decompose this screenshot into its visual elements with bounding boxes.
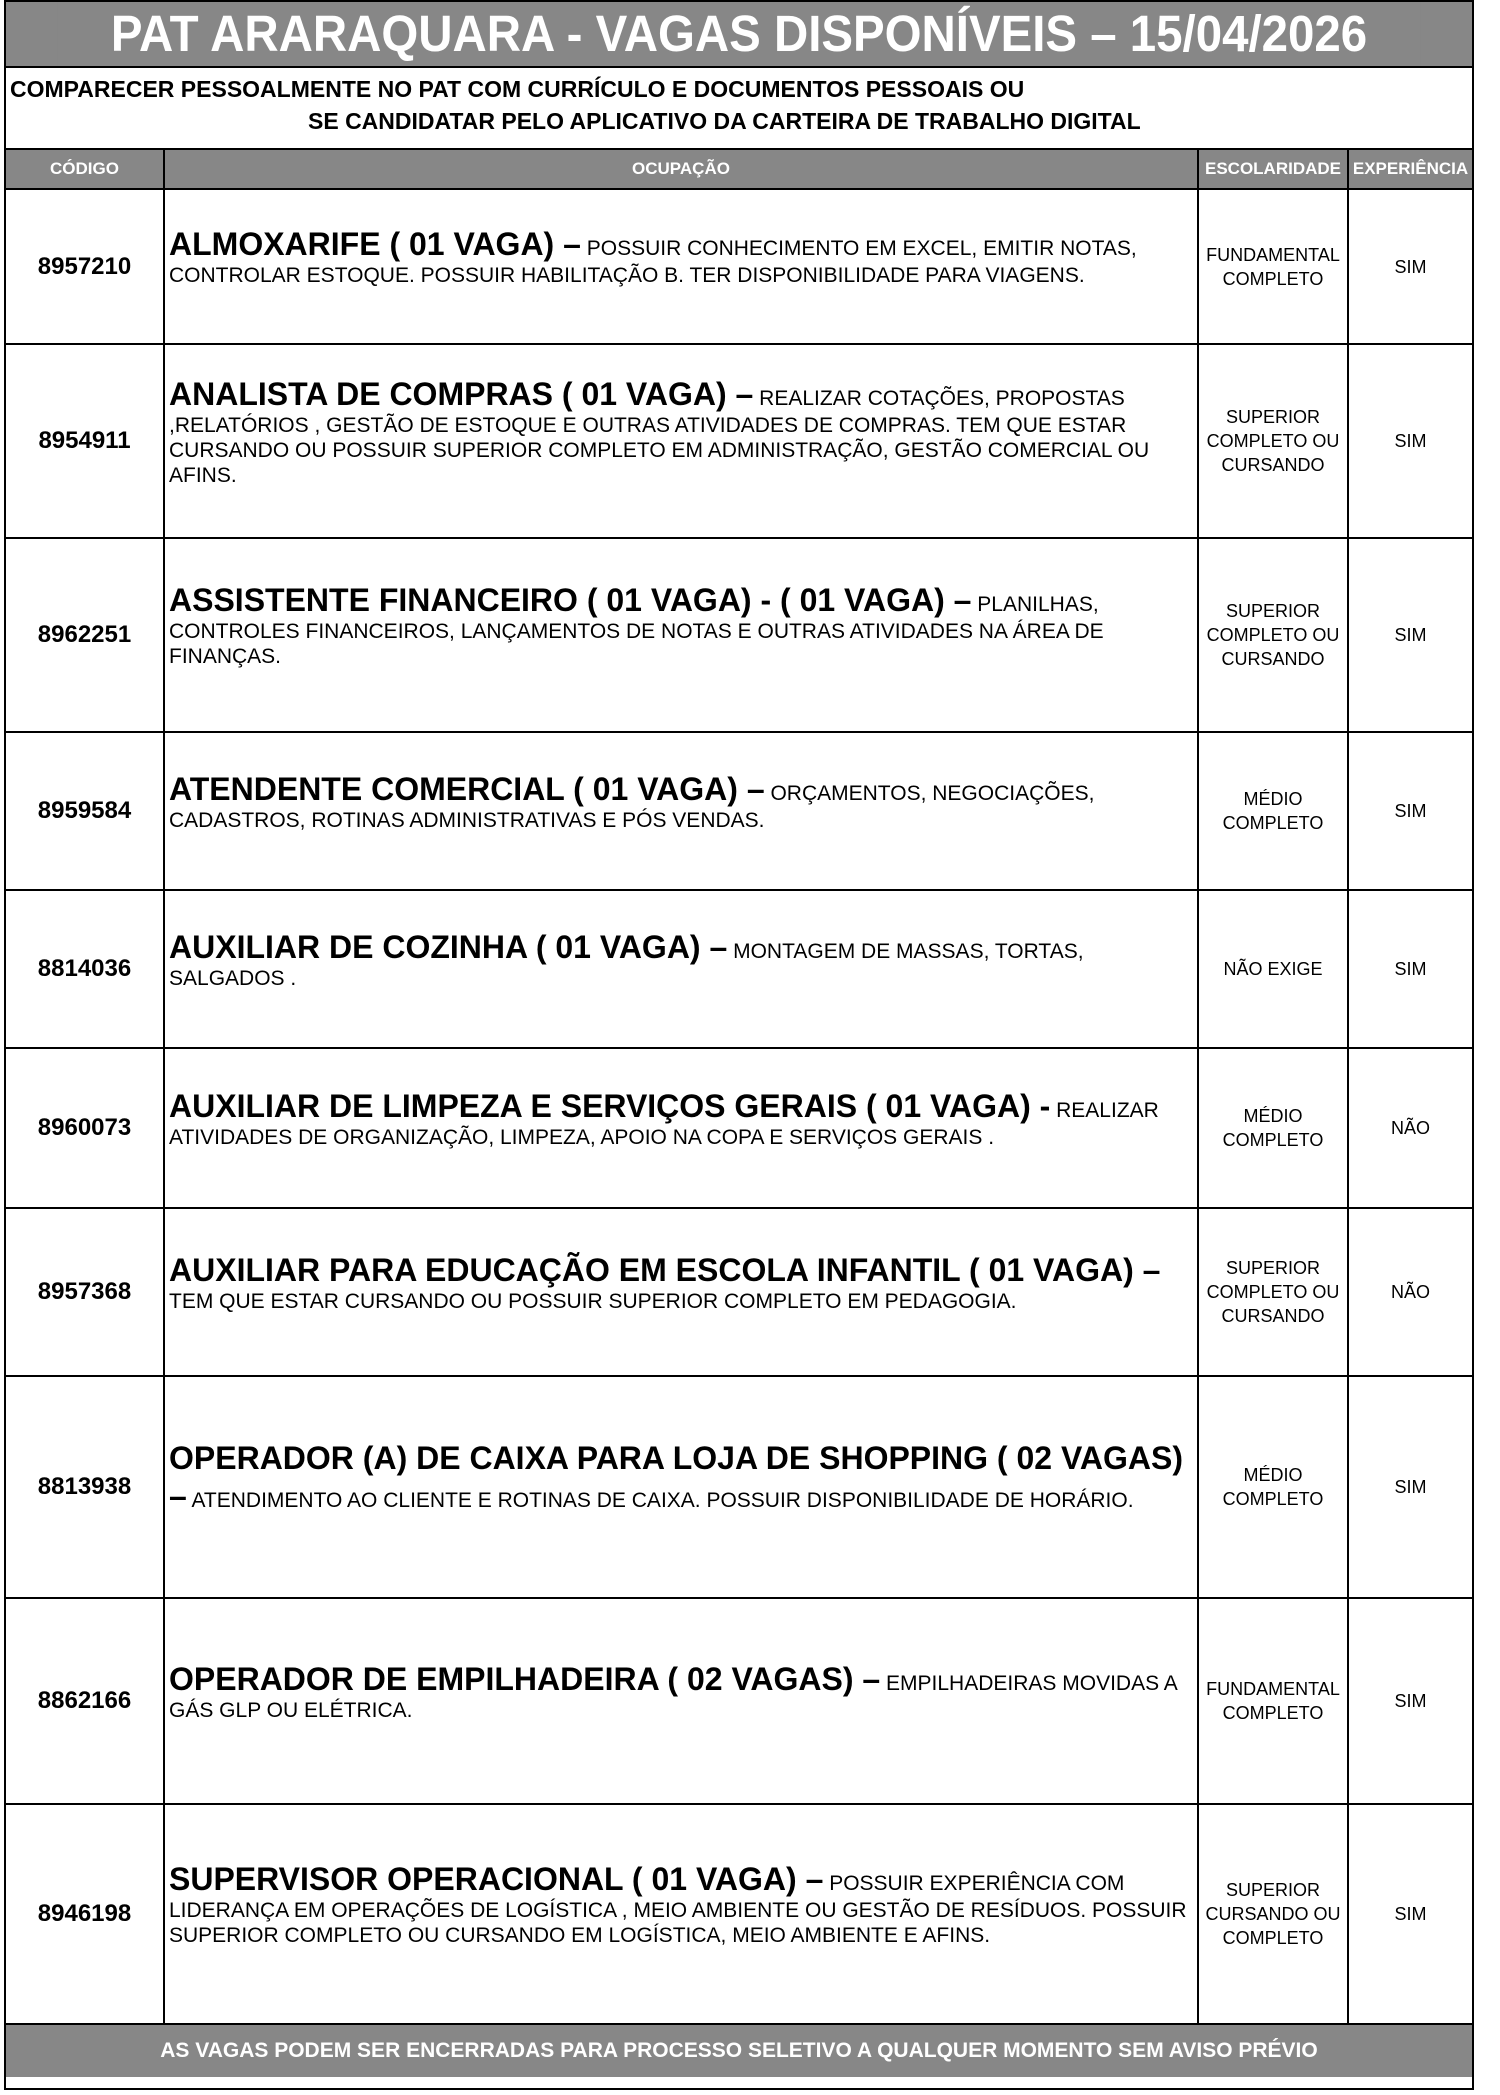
job-description: REALIZAR COTAÇÕES, PROPOSTAS ,RELATÓRIOS , GESTÃO DE ESTOQUE E OUTRAS ATIVIDADES DE COMPRAS. TEM QUE ESTAR CURSANDO OU POSSUIR SUPERIOR COMPLETO EM ADMINISTRAÇÃO, GESTÃO COMERCIAL OU AFINS.: [169, 386, 1150, 487]
notice-box: [6, 68, 1472, 150]
job-title: AUXILIAR DE COZINHA ( 01 VAGA) –: [169, 928, 728, 965]
table-row: [6, 190, 1472, 345]
notice-line-1: COMPARECER PESSOALMENTE NO PAT COM CURRÍCULO E DOCUMENTOS PESSOAIS OU: [10, 76, 1025, 102]
job-education: MÉDIO COMPLETO: [1199, 1049, 1349, 1207]
job-code: 8957210: [6, 190, 165, 343]
job-title: AUXILIAR PARA EDUCAÇÃO EM ESCOLA INFANTIL ( 01 VAGA) –: [169, 1251, 1161, 1288]
job-occupation-text: [169, 928, 1191, 991]
job-title: OPERADOR DE EMPILHADEIRA ( 02 VAGAS) –: [169, 1660, 881, 1697]
job-code: 8946198: [6, 1805, 165, 2023]
job-occupation-text: [169, 1860, 1191, 1948]
job-experience: NÃO: [1390, 1118, 1430, 1138]
job-education: MÉDIO COMPLETO: [1199, 1377, 1349, 1597]
column-header-education: ESCOLARIDADE: [1199, 150, 1349, 188]
table-row: [6, 1209, 1472, 1377]
job-code: 8957368: [6, 1209, 165, 1375]
page-title: PAT ARARAQUARA - VAGAS DISPONÍVEIS – 15/04/2026: [57, 2, 1420, 66]
job-description: POSSUIR CONHECIMENTO EM EXCEL, EMITIR NOTAS, CONTROLAR ESTOQUE. POSSUIR HABILITAÇÃO B. TER DISPONIBILIDADE PARA VIAGENS.: [169, 237, 1137, 287]
job-education: FUNDAMENTAL COMPLETO: [1199, 1599, 1349, 1803]
notice-line-2: SE CANDIDATAR PELO APLICATIVO DA CARTEIRA DE TRABALHO DIGITAL: [308, 108, 1141, 134]
job-occupation-text: [169, 1439, 1191, 1515]
job-education: NÃO EXIGE: [1199, 891, 1349, 1047]
column-header-code: CÓDIGO: [6, 150, 165, 188]
job-education: SUPERIOR CURSANDO OU COMPLETO: [1199, 1805, 1349, 2023]
job-experience: SIM: [1394, 625, 1427, 645]
job-title: ASSISTENTE FINANCEIRO ( 01 VAGA) - ( 01 VAGA) –: [169, 582, 972, 618]
job-occupation-text: [169, 1660, 1191, 1723]
job-experience: SIM: [1394, 801, 1427, 821]
job-description: EMPILHADEIRAS MOVIDAS A GÁS GLP OU ELÉTRICA.: [169, 1671, 1177, 1722]
job-code: 8813938: [6, 1377, 165, 1597]
job-code: 8954911: [6, 345, 165, 537]
table-row: [6, 1599, 1472, 1805]
job-code: 8959584: [6, 733, 165, 889]
job-code: 8960073: [6, 1049, 165, 1207]
table-row: [6, 539, 1472, 733]
job-experience: SIM: [1394, 1904, 1427, 1924]
job-title: AUXILIAR DE LIMPEZA E SERVIÇOS GERAIS ( 01 VAGA) -: [169, 1087, 1051, 1124]
job-occupation: [165, 733, 1199, 889]
job-occupation: [165, 1805, 1199, 2023]
job-title: ANALISTA DE COMPRAS ( 01 VAGA) –: [169, 375, 754, 412]
job-experience: SIM: [1394, 256, 1427, 277]
job-description: REALIZAR ATIVIDADES DE ORGANIZAÇÃO, LIMPEZA, APOIO NA COPA E SERVIÇOS GERAIS .: [169, 1098, 1159, 1149]
job-listing-sheet: [4, 0, 1474, 2090]
job-occupation: [165, 539, 1199, 731]
job-description: PLANILHAS, CONTROLES FINANCEIROS, LANÇAMENTOS DE NOTAS E OUTRAS ATIVIDADES NA ÁREA DE FINANÇAS.: [169, 593, 1104, 668]
job-occupation-text: [169, 581, 1191, 669]
table-row: [6, 345, 1472, 539]
job-occupation-text: [169, 770, 1191, 833]
job-description: POSSUIR EXPERIÊNCIA COM LIDERANÇA EM OPERAÇÕES DE LOGÍSTICA , MEIO AMBIENTE OU GESTÃO DE RESÍDUOS. POSSUIR SUPERIOR COMPLETO OU CURSANDO EM LOGÍSTICA, MEIO AMBIENTE E AFINS.: [169, 1872, 1187, 1947]
job-education: SUPERIOR COMPLETO OU CURSANDO: [1199, 1209, 1349, 1375]
job-code: 8814036: [6, 891, 165, 1047]
job-occupation: [165, 1049, 1199, 1207]
job-table-body: [6, 190, 1472, 2025]
job-experience: SIM: [1394, 1477, 1427, 1497]
job-education: MÉDIO COMPLETO: [1199, 733, 1349, 889]
job-occupation: [165, 345, 1199, 537]
job-education: FUNDAMENTAL COMPLETO: [1199, 190, 1349, 343]
job-experience: SIM: [1394, 1691, 1427, 1711]
table-row: [6, 733, 1472, 891]
job-description: MONTAGEM DE MASSAS, TORTAS, SALGADOS .: [169, 939, 1084, 990]
job-title: SUPERVISOR OPERACIONAL ( 01 VAGA) –: [169, 1861, 824, 1897]
job-experience: SIM: [1394, 959, 1427, 979]
job-occupation-text: [169, 1251, 1191, 1314]
job-experience: SIM: [1394, 431, 1427, 451]
job-occupation-text: [169, 375, 1191, 488]
job-title: OPERADOR (A) DE CAIXA PARA LOJA DE SHOPPING ( 02 VAGAS) –: [169, 1440, 1184, 1514]
title-bar: [6, 2, 1472, 68]
job-experience: NÃO: [1390, 1282, 1430, 1302]
table-row: [6, 1805, 1472, 2025]
job-description: ORÇAMENTOS, NEGOCIAÇÕES, CADASTROS, ROTINAS ADMINISTRATIVAS E PÓS VENDAS.: [169, 781, 1095, 832]
job-occupation: [165, 1209, 1199, 1375]
job-occupation-text: [169, 225, 1191, 288]
job-title: ALMOXARIFE ( 01 VAGA) –: [169, 226, 581, 262]
table-row: [6, 891, 1472, 1049]
job-title: ATENDENTE COMERCIAL ( 01 VAGA) –: [169, 770, 765, 807]
job-description: ATENDIMENTO AO CLIENTE E ROTINAS DE CAIXA. POSSUIR DISPONIBILIDADE DE HORÁRIO.: [186, 1489, 1134, 1512]
column-header-experience: EXPERIÊNCIA: [1352, 159, 1469, 178]
job-education: SUPERIOR COMPLETO OU CURSANDO: [1199, 539, 1349, 731]
job-occupation: [165, 1599, 1199, 1803]
job-code: 8862166: [6, 1599, 165, 1803]
job-occupation: [165, 1377, 1199, 1597]
job-description: TEM QUE ESTAR CURSANDO OU POSSUIR SUPERIOR COMPLETO EM PEDAGOGIA.: [169, 1289, 1017, 1313]
table-row: [6, 1049, 1472, 1209]
job-code: 8962251: [6, 539, 165, 731]
table-row: [6, 1377, 1472, 1599]
job-occupation: [165, 891, 1199, 1047]
job-education: SUPERIOR COMPLETO OU CURSANDO: [1199, 345, 1349, 537]
table-header: [6, 150, 1472, 190]
column-header-occupation: OCUPAÇÃO: [165, 150, 1199, 188]
job-occupation-text: [169, 1087, 1191, 1150]
job-occupation: [165, 190, 1199, 343]
footer-banner: AS VAGAS PODEM SER ENCERRADAS PARA PROCESSO SELETIVO A QUALQUER MOMENTO SEM AVISO PRÉVIO: [6, 2025, 1472, 2077]
